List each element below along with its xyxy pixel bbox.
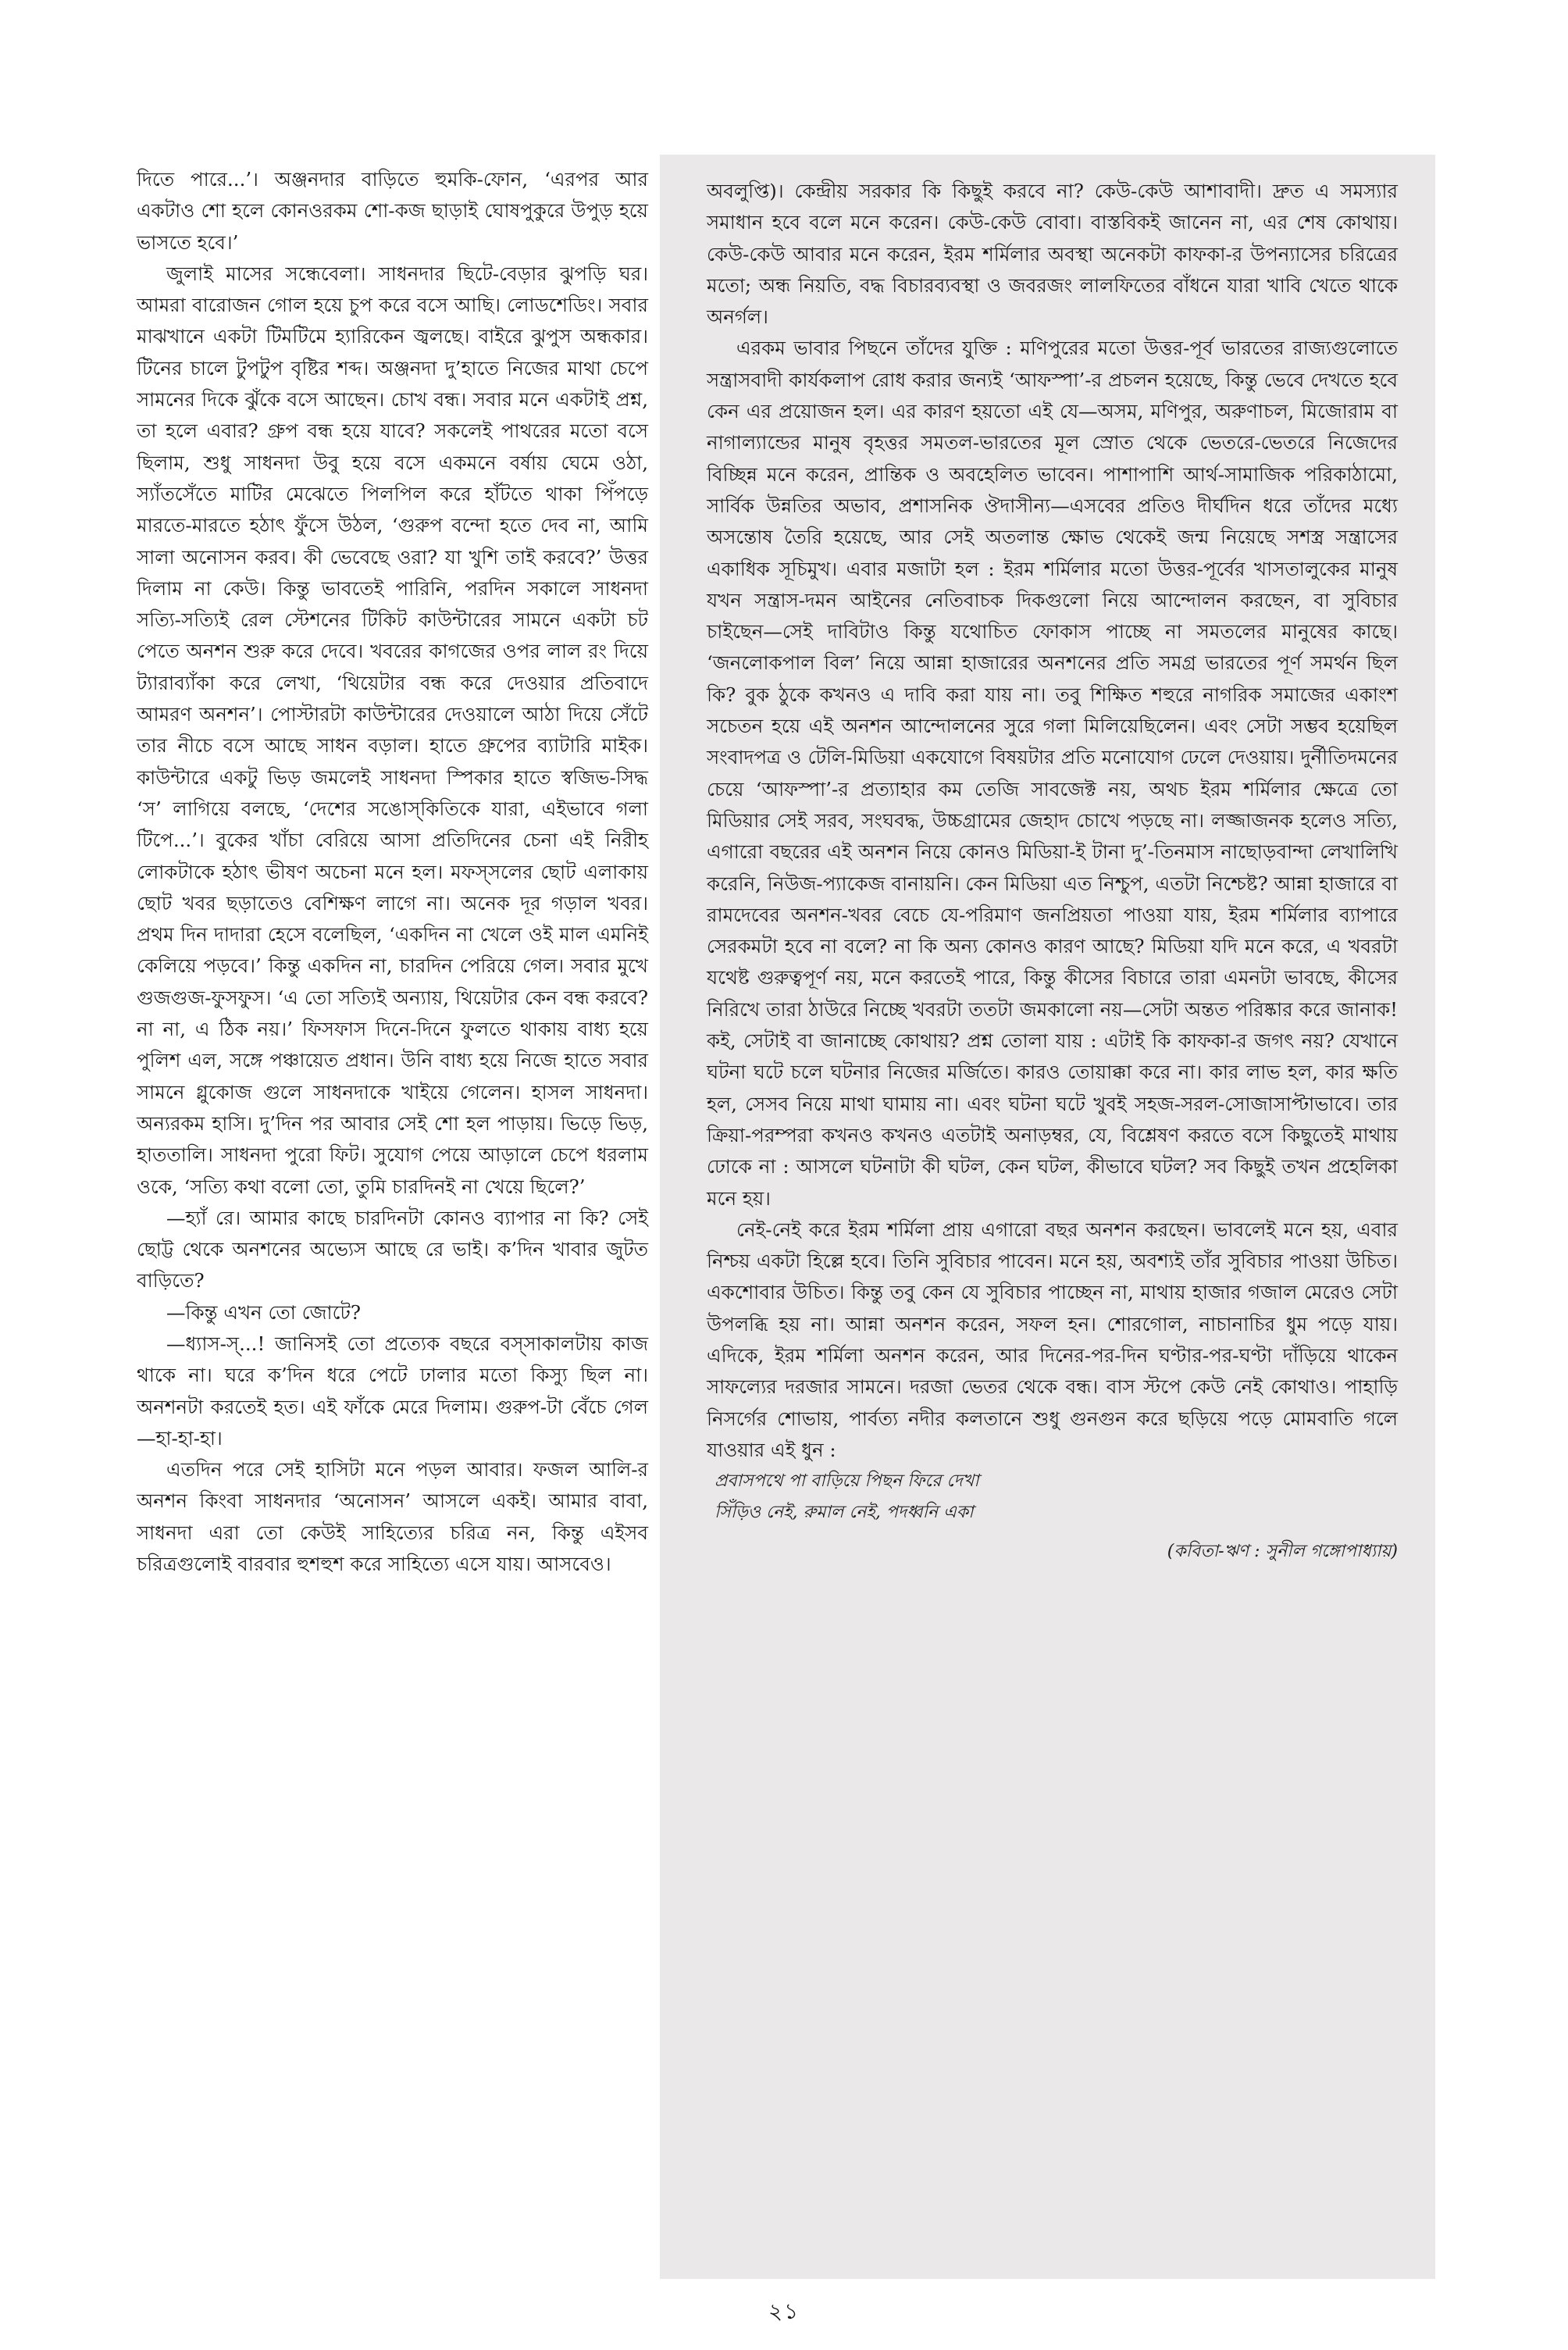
poem-line: সিঁড়িও নেই, রুমাল নেই, পদধ্বনি একা [715,1503,974,1523]
body-paragraph: দিতে পারে...’। অঞ্জনদার বাড়িতে হুমকি-ফোন, ‘এরপর আর একটাও শো হলে কোনওরকম শো-কজ ছাড়াই ঘোষপুকুরে উপুড় হয়ে ভাসতে হবে।’ [137,168,648,254]
body-paragraph: এরকম ভাবার পিছনে তাঁদের যুক্তি : মণিপুরের মতো উত্তর-পূর্ব ভারতের রাজ্যগুলোতে সন্ত্রাসবাদী কার্যকলাপ রোধ করার জন্যই ‘আফস্পা’-র প্রচলন হয়েছে, কিন্তু ভেবে দেখতে হবে কেন এর প্রয়োজন হল। এর কারণ হয়তো এই যে—অসম, মণিপুর, অরুণাচল, মিজোরাম বা নাগাল্যান্ডের মানুষ বৃহত্তর সমতল-ভারতের মূল স্রোত থেকে ভেতরে-ভেতরে নিজেদের বিচ্ছিন্ন মনে করেন, প্রান্তিক ও অবহেলিত ভাবেন। পাশাপাশি আর্থ-সামাজিক পরিকাঠামো, সার্বিক উন্নতির অভাব, প্রশাসনিক ঔদাসীন্য—এসবের প্রতিও দীর্ঘদিন ধরে তাঁদের মধ্যে অসন্তোষ তৈরি হয়েছে, আর সেই অতলান্ত ক্ষোভ থেকেই জন্ম নিয়েছে সশস্ত্র সন্ত্রাসের একাধিক সূচিমুখ। এবার মজাটা হল : ইরম শর্মিলার মতো উত্তর-পূর্বের খাসতালুকের মানুষ যখন সন্ত্রাস-দমন আইনের নেতিবাচক দিকগুলো নিয়ে আন্দোলন করছেন, বা সুবিচার চাইছেন—সেই দাবিটাও কিন্তু যথোচিত ফোকাস পাচ্ছে না সমতলের মানুষের কাছে। ‘জনলোকপাল বিল’ নিয়ে আন্না হাজারের অনশনের প্রতি সমগ্র ভারতের পূর্ণ সমর্থন ছিল কি? বুক ঠুকে কখনও এ দাবি করা যায় না। তবু শিক্ষিত শহুরে নাগরিক সমাজের একাংশ সচেতন হয়ে এই অনশন আন্দোলনের সুরে গলা মিলিয়েছিলেন। এবং সেটা সম্ভব হয়েছিল সংবাদপত্র ও টেলি-মিডিয়া একযোগে বিষয়টার প্রতি মনোযোগ ঢেলে দেওয়ায়। দুর্নীতিদমনের চেয়ে ‘আফস্পা’-র প্রত্যাহার কম তেজি সাবজেক্ট নয়, অথচ ইরম শর্মিলার ক্ষেত্রে তো মিডিয়ার সেই সরব, সংঘবদ্ধ, উচ্চগ্রামের জেহাদ চোখে পড়ছে না। লজ্জাজনক হলেও সত্যি, এগারো বছরের এই অনশন নিয়ে কোনও মিডিয়া-ই টানা দু’-তিনমাস নাছোড়বান্দা লেখালিখি করেনি, নিউজ-প্যাকেজ বানায়নি। কেন মিডিয়া এত নিশ্চুপ, এতটা নিশ্চেষ্ট? আন্না হাজারে বা রামদেবের অনশন-খবর বেচে যে-পরিমাণ জনপ্রিয়তা পাওয়া যায়, ইরম শর্মিলার ব্যাপারে সেরকমটা হবে না বলে? না কি অন্য কোনও কারণ আছে? মিডিয়া যদি মনে করে, এ খবরটা যথেষ্ট গুরুত্বপূর্ণ নয়, মনে করতেই পারে, কিন্তু কীসের বিচারে তারা এমনটা ভাবছে, কীসের নিরিখে তারা ঠাউরে নিচ্ছে খবরটা ততটা জমকালো নয়—সেটা অন্তত পরিষ্কার করে জানাক! কই, সেটাই বা জানাচ্ছে কোথায়? প্রশ্ন তোলা যায় : এটাই কি কাফকা-র জগৎ নয়? যেখানে ঘটনা ঘটে চলে ঘটনার নিজের মর্জিতে। কারও তোয়াক্কা করে না। কার লাভ হল, কার ক্ষতি হল, সেসব নিয়ে মাথা ঘামায় না। এবং ঘটনা ঘটে খুবই সহজ-সরল-সোজাসাপ্টাভাবে। তার ক্রিয়া-পরম্পরা কখনও কখনও এতটাই অনাড়ম্বর, যে, বিশ্লেষণ করতে বসে কিছুতেই মাথায় ঢোকে না : আসলে ঘটনাটা কী ঘটল, কেন ঘটল, কীভাবে ঘটল? সব কিছুই তখন প্রহেলিকা মনে হয়। [707,337,1398,1210]
body-paragraph: —কিন্তু এখন তো জোটে? [166,1300,361,1324]
left-column [137,164,648,1580]
right-column [707,176,1398,1567]
body-paragraph: —ধ্যাস-স্‌...! জানিসই তো প্রত্যেক বছরে বস্‌সাকালটায় কাজ থাকে না। ঘরে ক’দিন ধরে পেটে ঢালার মতো কিস্যু ছিল না। অনশনটা করতেই হত। এই ফাঁকে মেরে দিলাম। গুরুপ-টা বেঁচে গেল—হা-হা-হা। [137,1332,648,1450]
body-paragraph: জুলাই মাসের সন্ধেবেলা। সাধনদার ছিটে-বেড়ার ঝুপড়ি ঘর। আমরা বারোজন গোল হয়ে চুপ করে বসে আছি। লোডশেডিং। সবার মাঝখানে একটা টিমটিমে হ্যারিকেন জ্বলছে। বাইরে ঝুপুস অন্ধকার। টিনের চালে টুপটুপ বৃষ্টির শব্দ। অঞ্জনদা দু’হাতে নিজের মাথা চেপে সামনের দিকে ঝুঁকে বসে আছেন। চোখ বন্ধ। সবার মনে একটাই প্রশ্ন, তা হলে এবার? গ্রুপ বন্ধ হয়ে যাবে? সকলেই পাথরের মতো বসে ছিলাম, শুধু সাধনদা উবু হয়ে বসে একমনে বর্ষায় ঘেমে ওঠা, স্যাঁতসেঁতে মাটির মেঝেতে পিলপিল করে হাঁটতে থাকা পিঁপড়ে মারতে-মারতে হঠাৎ ফুঁসে উঠল, ‘গুরুপ বন্দো হতে দেব না, আমি সালা অনোসন করব। কী ভেবেছে ওরা? যা খুশি তাই করবে?’ উত্তর দিলাম না কেউ। কিন্তু ভাবতেই পারিনি, পরদিন সকালে সাধনদা সত্যি-সত্যিই রেল স্টেশনের টিকিট কাউন্টারের সামনে একটা চট পেতে অনশন শুরু করে দেবে। খবরের কাগজের ওপর লাল রং দিয়ে ট্যারাব্যাঁকা করে লেখা, ‘থিয়েটার বন্ধ করে দেওয়ার প্রতিবাদে আমরণ অনশন’। পোস্টারটা কাউন্টারের দেওয়ালে আঠা দিয়ে সেঁটে তার নীচে বসে আছে সাধন বড়াল। হাতে গ্রুপের ব্যাটারি মাইক। কাউন্টারে একটু ভিড় জমলেই সাধনদা স্পিকার হাতে স্বজিভ-সিদ্ধ ‘স’ লাগিয়ে বলছে, ‘দেশের সঙোস্‌কিতিকে যারা, এইভাবে গলা টিপে...’। বুকের খাঁচা বেরিয়ে আসা প্রতিদিনের চেনা এই নিরীহ লোকটাকে হঠাৎ ভীষণ অচেনা মনে হল। মফস্‌সলের ছোট এলাকায় ছোট খবর ছড়াতেও বেশিক্ষণ লাগে না। অনেক দূর গড়াল খবর। প্রথম দিন দাদারা হেসে বলেছিল, ‘একদিন না খেলে ওই মাল এমনিই কেলিয়ে পড়বে।’ কিন্তু একদিন না, চারদিন পেরিয়ে গেল। সবার মুখে গুজগুজ-ফুসফুস। ‘এ তো সত্যিই অন্যায়, থিয়েটার কেন বন্ধ করবে? না না, এ ঠিক নয়।’ ফিসফাস দিনে-দিনে ফুলতে থাকায় বাধ্য হয়ে পুলিশ এল, সঙ্গে পঞ্চায়েত প্রধান। উনি বাধ্য হয়ে নিজে হাতে সবার সামনে গ্লুকোজ গুলে সাধনদাকে খাইয়ে গেলেন। হাসল সাধনদা। অন্যরকম হাসি। দু’দিন পর আবার সেই শো হল পাড়ায়। ভিড়ে ভিড়, হাততালি। সাধনদা পুরো ফিট। সুযোগ পেয়ে আড়ালে চেপে ধরলাম ওকে, ‘সত্যি কথা বলো তো, তুমি চারদিনই না খেয়ে ছিলে?’ [137,262,648,1198]
poem-line: প্রবাসপথে পা বাড়িয়ে পিছন ফিরে দেখা [715,1471,979,1492]
poem-credit: (কবিতা-ঋণ : সুনীল গঙ্গোপাধ্যায়) [1167,1542,1398,1562]
body-paragraph: অবলুপ্তি)। কেন্দ্রীয় সরকার কি কিছুই করবে না? কেউ-কেউ আশাবাদী। দ্রুত এ সমস্যার সমাধান হবে বলে মনে করেন। কেউ-কেউ বোবা। বাস্তবিকই জানেন না, এর শেষ কোথায়। কেউ-কেউ আবার মনে করেন, ইরম শর্মিলার অবস্থা অনেকটা কাফকা-র উপন্যাসের চরিত্রের মতো; অন্ধ নিয়তি, বদ্ধ বিচারব্যবস্থা ও জবরজং লালফিতের বাঁধনে যারা খাবি খেতে থাকে অনর্গল। [707,180,1398,329]
body-paragraph: —হ্যাঁ রে। আমার কাছে চারদিনটা কোনও ব্যাপার না কি? সেই ছোট্ট থেকে অনশনের অভ্যেস আছে রে ভাই। ক’দিন খাবার জুটত বাড়িতে? [137,1206,648,1293]
body-paragraph: এতদিন পরে সেই হাসিটা মনে পড়ল আবার। ফজল আলি-র অনশন কিংবা সাধনদার ‘অনোসন’ আসলে একই। আমার বাবা, সাধনদা এরা তো কেউই সাহিত্যের চরিত্র নন, কিন্তু এইসব চরিত্রগুলোই বারবার হুশহুশ করে সাহিত্যে এসে যায়। আসবেও। [137,1458,648,1576]
body-paragraph: নেই-নেই করে ইরম শর্মিলা প্রায় এগারো বছর অনশন করছেন। ভাবলেই মনে হয়, এবার নিশ্চয় একটা হিল্লে হবে। তিনি সুবিচার পাবেন। মনে হয়, অবশ্যই তাঁর সুবিচার পাওয়া উচিত। একশোবার উচিত। কিন্তু তবু কেন যে সুবিচার পাচ্ছেন না, মাথায় হাজার গজাল মেরেও সেটা উপলব্ধি হয় না। আন্না অনশন করেন, সফল হন। শোরগোল, নাচানাচির ধুম পড়ে যায়। এদিকে, ইরম শর্মিলা অনশন করেন, আর দিনের-পর-দিন ঘণ্টার-পর-ঘণ্টা দাঁড়িয়ে থাকেন সাফল্যের দরজার সামনে। দরজা ভেতর থেকে বন্ধ। বাস স্টপে কেউ নেই কোথাও। পাহাড়ি নিসর্গের শোভায়, পার্বত্য নদীর কলতানে শুধু গুনগুন করে ছড়িয়ে পড়ে মোমবাতি গলে যাওয়ার এই ধুন : [707,1218,1398,1461]
page-number: ২১ [768,2298,800,2324]
